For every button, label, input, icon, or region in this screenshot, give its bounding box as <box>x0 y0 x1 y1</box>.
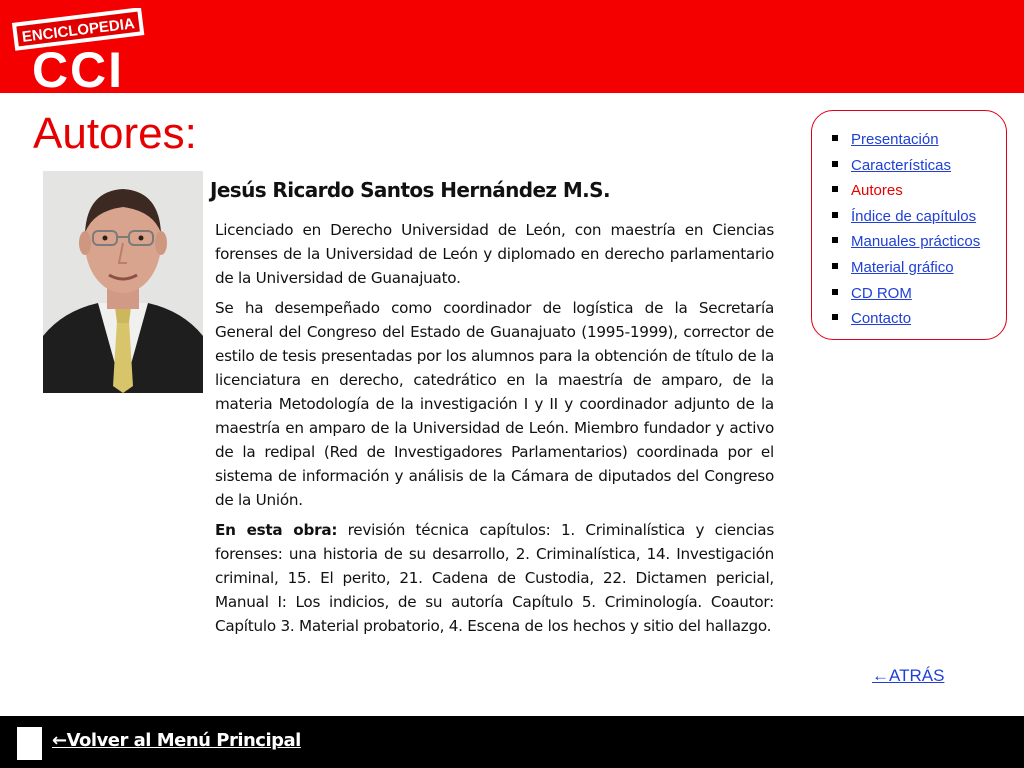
back-link[interactable]: ←ATRÁS <box>872 666 945 685</box>
section-nav <box>811 110 1007 340</box>
square-bullet-icon <box>832 314 838 320</box>
svg-text:ENCICLOPEDIA: ENCICLOPEDIA <box>21 15 136 46</box>
main-menu-link[interactable]: ←Volver al Menú Principal <box>52 730 301 751</box>
nav-link-contacto[interactable]: Contacto <box>851 310 912 328</box>
author-photo <box>43 171 203 393</box>
nav-item-autores <box>832 178 1006 204</box>
svg-text:CCI: CCI <box>31 42 125 90</box>
square-bullet-icon <box>832 263 838 269</box>
bio-lead: En esta obra: <box>215 521 338 539</box>
square-bullet-icon <box>832 212 838 218</box>
footer-bar <box>0 716 1024 768</box>
square-bullet-icon <box>832 135 838 141</box>
page-title: Autores: <box>33 109 197 158</box>
square-bullet-icon <box>832 237 838 243</box>
nav-item-indice <box>832 204 1006 230</box>
square-bullet-icon <box>832 289 838 295</box>
author-bio <box>215 218 774 644</box>
enciclopedia-cci-logo[interactable] <box>8 8 148 90</box>
author-name: Jesús Ricardo Santos Hernández M.S. <box>210 178 610 202</box>
nav-link-caracteristicas[interactable]: Características <box>851 156 952 174</box>
nav-current-autores: Autores <box>851 182 903 200</box>
bio-works: revisión técnica capítulos: 1. Criminalística y ciencias forenses: una historia de su desarrollo, 2. Criminalística, 14. Investigación criminal, 15. El perito, 21. Cadena de Custodia, 22. Dictamen pericial, Manual I: Los indicios, de su autoría Capítulo 5. Criminología. Coautor: Capítulo 3. Material probatorio, 4. Escena de los hechos y sitio del hallazgo. <box>215 521 774 635</box>
nav-item-presentacion <box>832 127 1006 153</box>
nav-item-contacto <box>832 306 1006 332</box>
nav-link-manuales[interactable]: Manuales prácticos <box>851 233 981 251</box>
bio-paragraph: Licenciado en Derecho Universidad de León, con maestría en Ciencias forenses de la Universidad de León y diplomado en derecho parlamentario de la Universidad de Guanajuato. <box>215 221 774 287</box>
nav-link-indice[interactable]: Índice de capítulos <box>851 207 977 225</box>
nav-item-manuales <box>832 229 1006 255</box>
footer-square-icon <box>17 727 42 760</box>
nav-item-caracteristicas <box>832 153 1006 179</box>
nav-item-cdrom <box>832 281 1006 307</box>
square-bullet-icon <box>832 161 838 167</box>
square-bullet-icon <box>832 186 838 192</box>
nav-item-material <box>832 255 1006 281</box>
nav-link-cdrom[interactable]: CD ROM <box>851 284 912 302</box>
header-bar <box>0 0 1024 93</box>
nav-link-presentacion[interactable]: Presentación <box>851 131 939 148</box>
bio-paragraph <box>215 518 774 638</box>
bio-paragraph: Se ha desempeñado como coordinador de logística de la Secretaría General del Congreso del Estado de Guanajuato (1995-1999), corrector de estilo de tesis presentadas por los alumnos para la obtención de título de la licenciatura en derecho, catedrático en la maestría de amparo, de la materia Metodología de la investigación I y II y coordinador adjunto de la maestría en amparo de la Universidad de León. Miembro fundador y activo de la redipal (Red de Investigadores Parlamentarios) coordinada por el sistema de información y análisis de la Cámara de diputados del Congreso de la Unión. <box>215 299 774 509</box>
nav-link-material[interactable]: Material gráfico <box>851 258 954 276</box>
